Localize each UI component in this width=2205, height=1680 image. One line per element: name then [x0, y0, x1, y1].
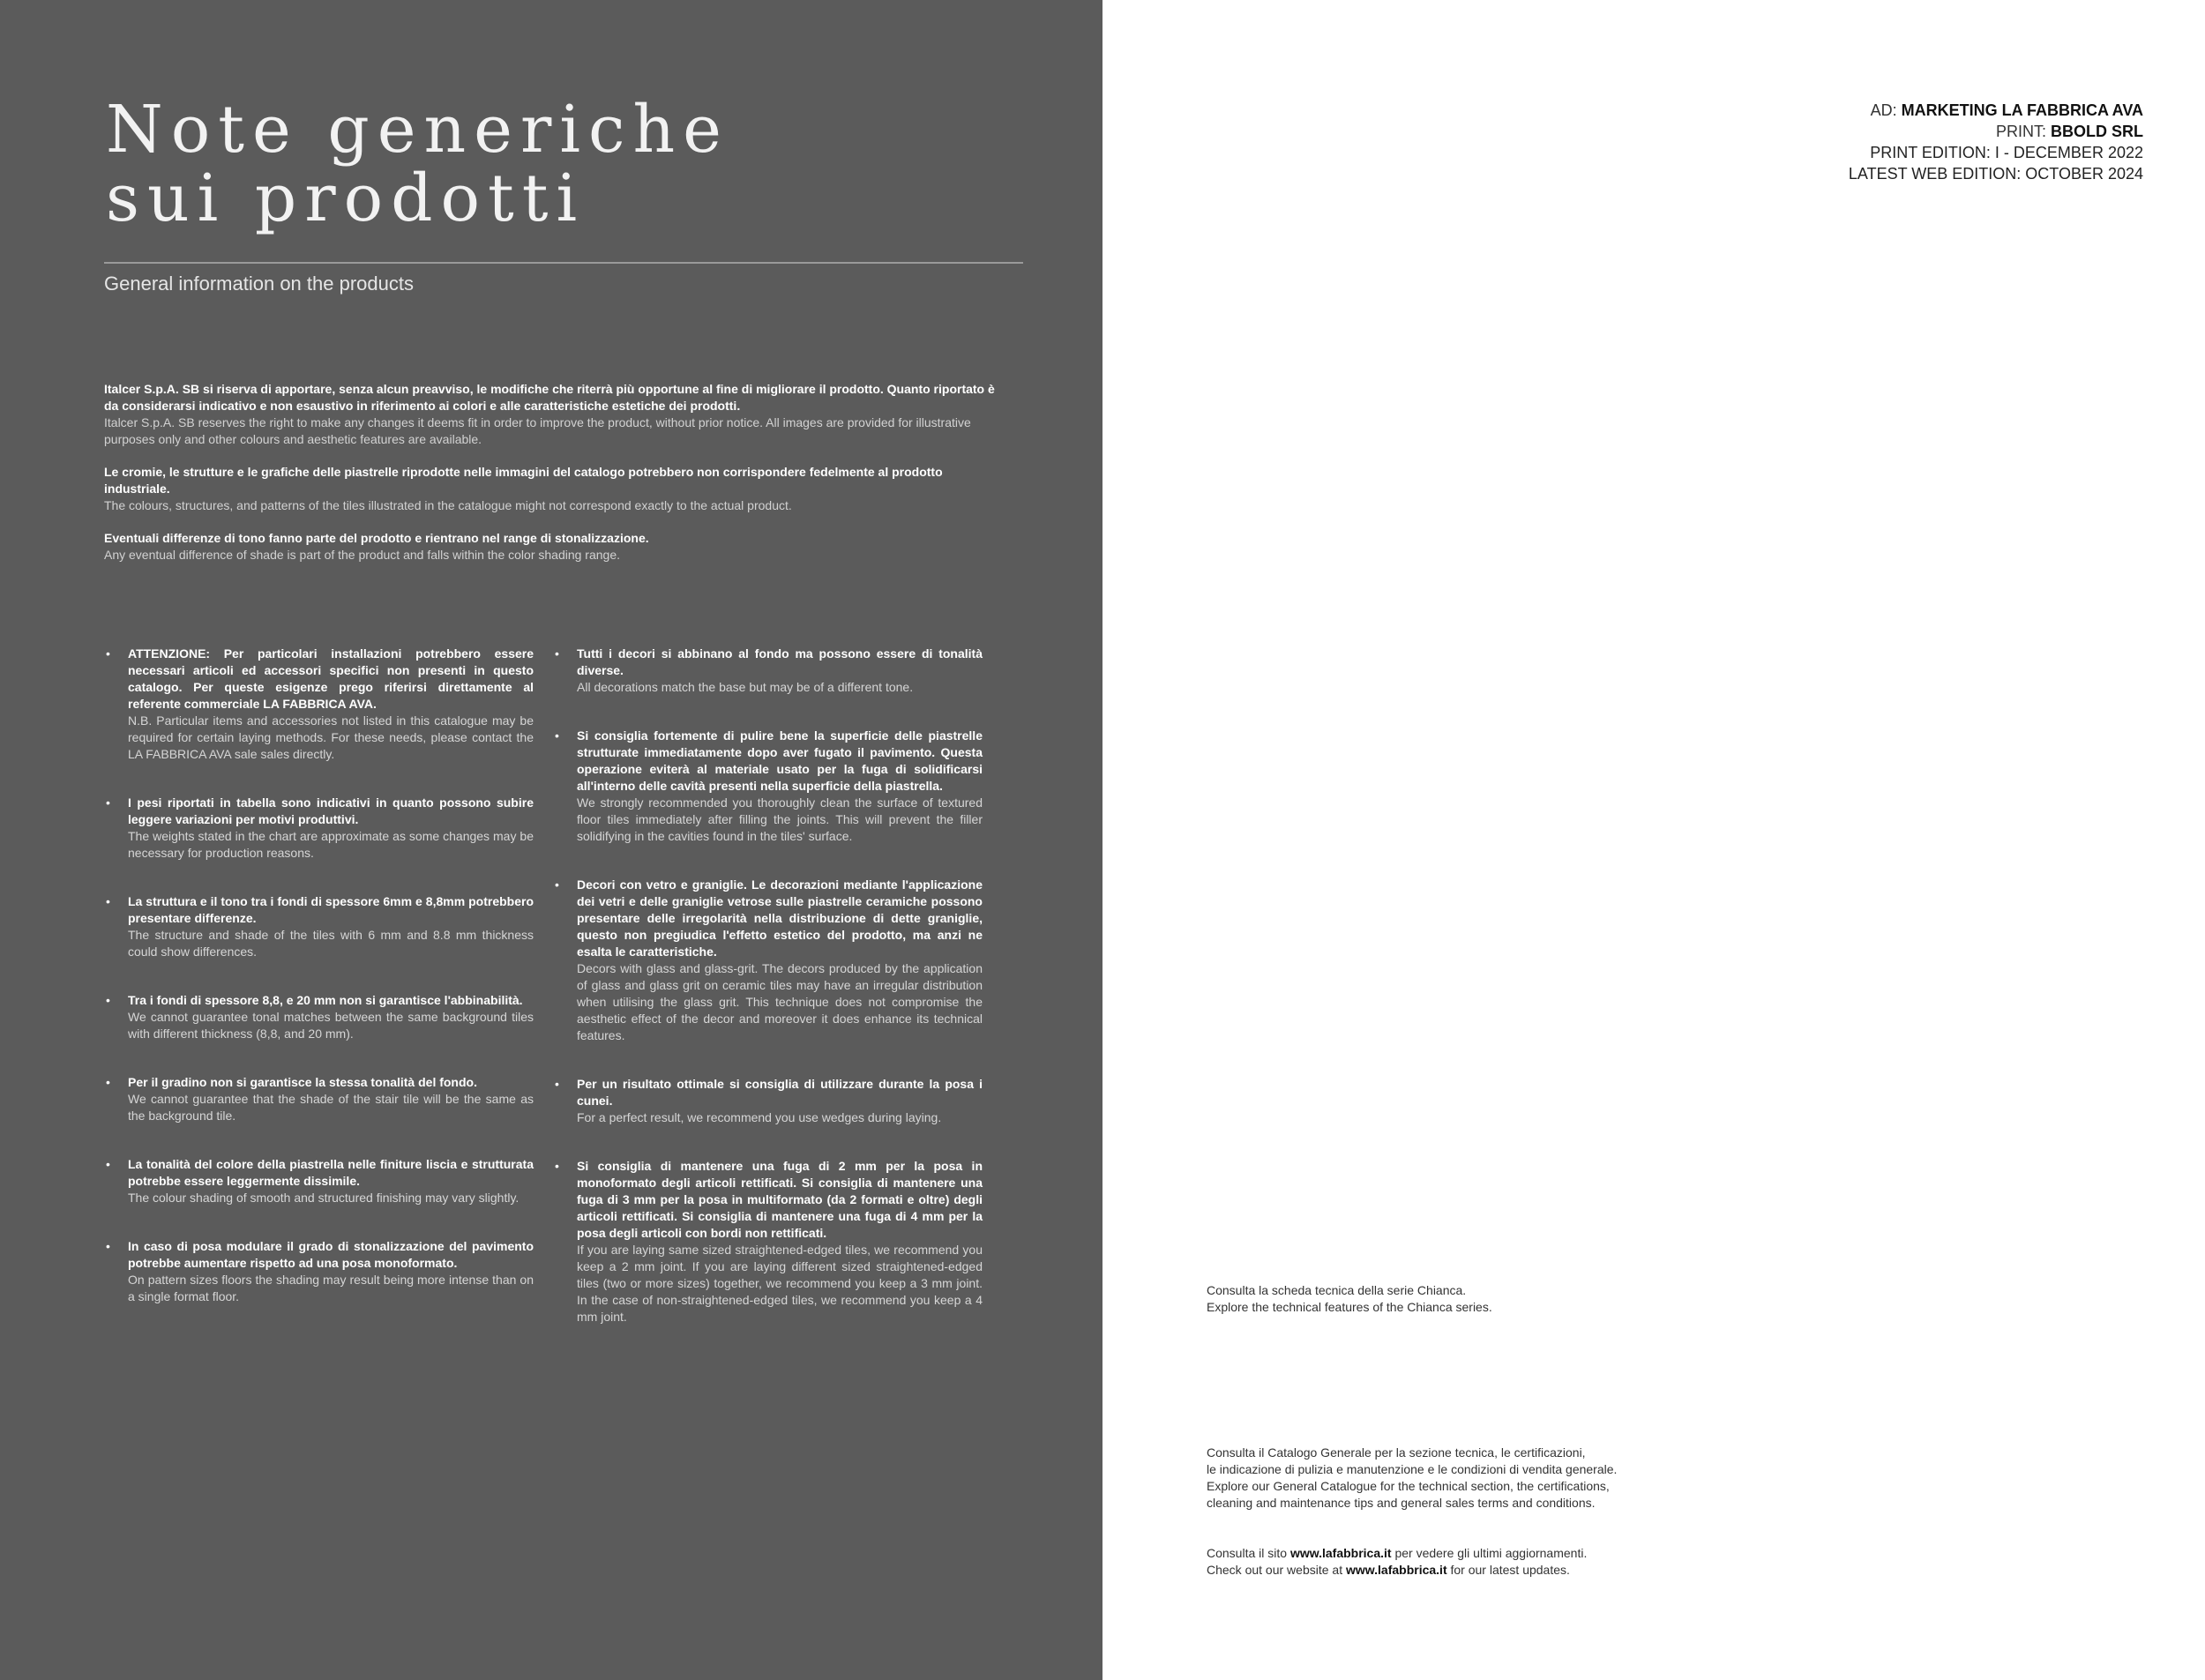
note-text-it: Per il gradino non si garantisce la stessa tonalità del fondo.	[128, 1075, 477, 1089]
note-text-it: I pesi riportati in tabella sono indicativi in quanto possono subire leggere variazioni per motivi produttivi.	[128, 795, 534, 826]
info-general-catalogue-line: le indicazione di pulizia e manutenzione e le condizioni di vendita generale.	[1207, 1462, 1618, 1476]
note-text-it: Tra i fondi di spessore 8,8, e 20 mm non si garantisce l'abbinabilità.	[128, 993, 523, 1007]
title-line-1: Note generiche	[106, 92, 729, 168]
note-item	[553, 646, 983, 696]
info-website-it-post: per vedere gli ultimi aggiornamenti.	[1394, 1546, 1588, 1560]
credit-edition: PRINT EDITION: I - DECEMBER 2022	[1870, 144, 2143, 161]
website-link[interactable]: www.lafabbrica.it	[1345, 1563, 1447, 1577]
note-text-en: The colour shading of smooth and structured finishing may vary slightly.	[128, 1191, 519, 1205]
note-text-en: We cannot guarantee tonal matches between the same background tiles with different thickness (8,8, and 20 mm).	[128, 1010, 534, 1041]
note-item	[553, 877, 983, 1044]
notes-column-right	[553, 646, 983, 1357]
info-website	[1207, 1545, 1587, 1579]
note-text-en: We strongly recommended you thoroughly clean the surface of textured floor tiles immediately after filling the joints. This will prevent the filler solidifying in the cavities found in the tiles' surface.	[577, 795, 983, 843]
info-technical-sheet-it: Consulta la scheda tecnica della serie Chianca.	[1207, 1283, 1467, 1297]
info-general-catalogue-line: Explore our General Catalogue for the technical section, the certifications,	[1207, 1479, 1610, 1493]
note-text-it: Si consiglia di mantenere una fuga di 2 mm per la posa in monoformato degli articoli rettificati. Si consiglia di mantenere una fuga di 3 mm per la posa in multiformato (da 2 formati e oltre) degli articoli rettificati. Si consiglia di mantenere una fuga di 4 mm per la posa degli articoli con bordi non rettificati.	[577, 1159, 983, 1240]
note-item	[104, 646, 534, 763]
intro-text-it: Italcer S.p.A. SB si riserva di apportare, senza alcun preavviso, le modifiche che riterrà più opportune al fine di migliorare il prodotto. Quanto riportato è da considerarsi indicativo e non esaustivo in riferimento ai colori e alle caratteristiche estetiche dei prodotti.	[104, 382, 995, 413]
intro-text-it: Eventuali differenze di tono fanno parte del prodotto e rientrano nel range di stonalizzazione.	[104, 531, 649, 545]
credit-print-label: PRINT:	[1995, 123, 2046, 140]
page-subtitle: General information on the products	[104, 273, 414, 295]
intro-block	[104, 381, 1004, 579]
title-divider	[104, 262, 1023, 264]
website-link[interactable]: www.lafabbrica.it	[1289, 1546, 1392, 1560]
right-panel	[1102, 0, 2205, 1680]
credits-block	[1849, 100, 2143, 184]
bullet-icon: •	[106, 894, 110, 908]
note-text-it: In caso di posa modulare il grado di stonalizzazione del pavimento potrebbe aumentare rispetto ad una posa monoformato.	[128, 1239, 534, 1270]
note-text-en: For a perfect result, we recommend you use wedges during laying.	[577, 1110, 942, 1124]
note-text-en: The weights stated in the chart are approximate as some changes may be necessary for production reasons.	[128, 829, 534, 860]
note-text-en: We cannot guarantee that the shade of the stair tile will be the same as the background tile.	[128, 1092, 534, 1123]
note-item	[553, 728, 983, 845]
bullet-icon: •	[555, 877, 559, 892]
note-item	[104, 1238, 534, 1305]
credit-print-value: BBOLD SRL	[2051, 123, 2143, 140]
bullet-icon: •	[106, 1157, 110, 1171]
bullet-icon: •	[106, 1075, 110, 1089]
note-item	[104, 1156, 534, 1206]
note-item	[553, 1158, 983, 1325]
note-text-en: All decorations match the base but may be of a different tone.	[577, 680, 914, 694]
bullet-icon: •	[106, 1239, 110, 1253]
info-website-en-post: for our latest updates.	[1450, 1563, 1570, 1577]
bullet-icon: •	[555, 1077, 559, 1091]
note-text-it: ATTENZIONE: Per particolari installazioni potrebbero essere necessari articoli ed accessori specifici non presenti in questo catalogo. Per queste esigenze prego riferirsi direttamente al referente commerciale LA FABBRICA AVA.	[128, 646, 534, 711]
notes-column-left	[104, 646, 534, 1337]
title-line-2: sui prodotti	[106, 161, 586, 236]
info-technical-sheet	[1207, 1282, 1492, 1316]
info-general-catalogue-line: cleaning and maintenance tips and general sales terms and conditions.	[1207, 1496, 1596, 1510]
note-text-en: N.B. Particular items and accessories not listed in this catalogue may be required for certain laying methods. For these needs, please contact the LA FABBRICA AVA sale sales directly.	[128, 713, 534, 761]
credit-ad-label: AD:	[1870, 101, 1897, 119]
bullet-icon: •	[555, 1159, 559, 1173]
intro-paragraph	[104, 381, 1004, 448]
page-title	[106, 92, 729, 236]
credit-web-edition: LATEST WEB EDITION: OCTOBER 2024	[1848, 165, 2143, 183]
credit-ad	[1849, 100, 2143, 121]
credit-ad-value: MARKETING LA FABBRICA AVA	[1901, 101, 2143, 119]
note-text-it: Per un risultato ottimale si consiglia di utilizzare durante la posa i cunei.	[577, 1077, 983, 1108]
bullet-icon: •	[106, 646, 110, 661]
info-technical-sheet-en: Explore the technical features of the Chianca series.	[1207, 1300, 1492, 1314]
credit-print	[1849, 121, 2143, 142]
note-item	[553, 1076, 983, 1126]
note-item	[104, 795, 534, 862]
info-general-catalogue-line: Consulta il Catalogo Generale per la sezione tecnica, le certificazioni,	[1207, 1445, 1586, 1460]
note-item	[104, 893, 534, 960]
intro-text-en: Any eventual difference of shade is part of the product and falls within the color shading range.	[104, 548, 620, 562]
note-text-en: On pattern sizes floors the shading may result being more intense than on a single format floor.	[128, 1273, 534, 1303]
note-item	[104, 992, 534, 1042]
bullet-icon: •	[555, 728, 559, 743]
info-website-en	[1207, 1562, 1587, 1579]
info-website-it-pre: Consulta il sito	[1207, 1546, 1288, 1560]
note-text-it: La tonalità del colore della piastrella nelle finiture liscia e strutturata potrebbe essere leggermente dissimile.	[128, 1157, 534, 1188]
intro-text-en: Italcer S.p.A. SB reserves the right to make any changes it deems fit in order to improve the product, without prior notice. All images are provided for illustrative purposes only and other colours and aesthetic features are available.	[104, 415, 971, 446]
intro-paragraph	[104, 464, 1004, 514]
note-text-en: The structure and shade of the tiles with 6 mm and 8.8 mm thickness could show differences.	[128, 928, 534, 959]
note-text-it: Decori con vetro e graniglie. Le decorazioni mediante l'applicazione dei vetri e delle graniglie vetrose sulle piastrelle ceramiche possono presentare delle irregolarità nella distribuzione di dette graniglie, questo non pregiudica l'effetto estetico del prodotto, ma anzi ne esalta le caratteristiche.	[577, 877, 983, 959]
note-text-it: Tutti i decori si abbinano al fondo ma possono essere di tonalità diverse.	[577, 646, 983, 677]
note-text-en: If you are laying same sized straightened-edged tiles, we recommend you keep a 2 mm joint. If you are laying different sized straightened-edged tiles (two or more sizes) together, we recommend you keep a 3 mm joint. In the case of non-straightened-edged tiles, we recommend you keep a 4 mm joint.	[577, 1243, 983, 1324]
info-website-en-pre: Check out our website at	[1207, 1563, 1343, 1577]
note-text-en: Decors with glass and glass-grit. The decors produced by the application of glass and glass grit on ceramic tiles may have an irregular distribution when utilising the glass grit. This technique does not compromise the aesthetic effect of the decor and moreover it does enhance its technical features.	[577, 961, 983, 1042]
note-text-it: Si consiglia fortemente di pulire bene la superficie delle piastrelle strutturate immediatamente dopo aver fugato il pavimento. Questa operazione eviterà al materiale usato per la fuga di solidificarsi all'interno delle cavità presenti nella superficie della piastrella.	[577, 728, 983, 793]
info-website-it	[1207, 1545, 1587, 1562]
bullet-icon: •	[106, 993, 110, 1007]
note-item	[104, 1074, 534, 1124]
intro-text-it: Le cromie, le strutture e le grafiche delle piastrelle riprodotte nelle immagini del catalogo potrebbero non corrispondere fedelmente al prodotto industriale.	[104, 465, 943, 496]
note-text-it: La struttura e il tono tra i fondi di spessore 6mm e 8,8mm potrebbero presentare differenze.	[128, 894, 534, 925]
left-panel	[0, 0, 1102, 1680]
intro-text-en: The colours, structures, and patterns of the tiles illustrated in the catalogue might not correspond exactly to the actual product.	[104, 498, 792, 512]
bullet-icon: •	[106, 795, 110, 810]
info-general-catalogue	[1207, 1445, 1617, 1512]
intro-paragraph	[104, 530, 1004, 564]
bullet-icon: •	[555, 646, 559, 661]
